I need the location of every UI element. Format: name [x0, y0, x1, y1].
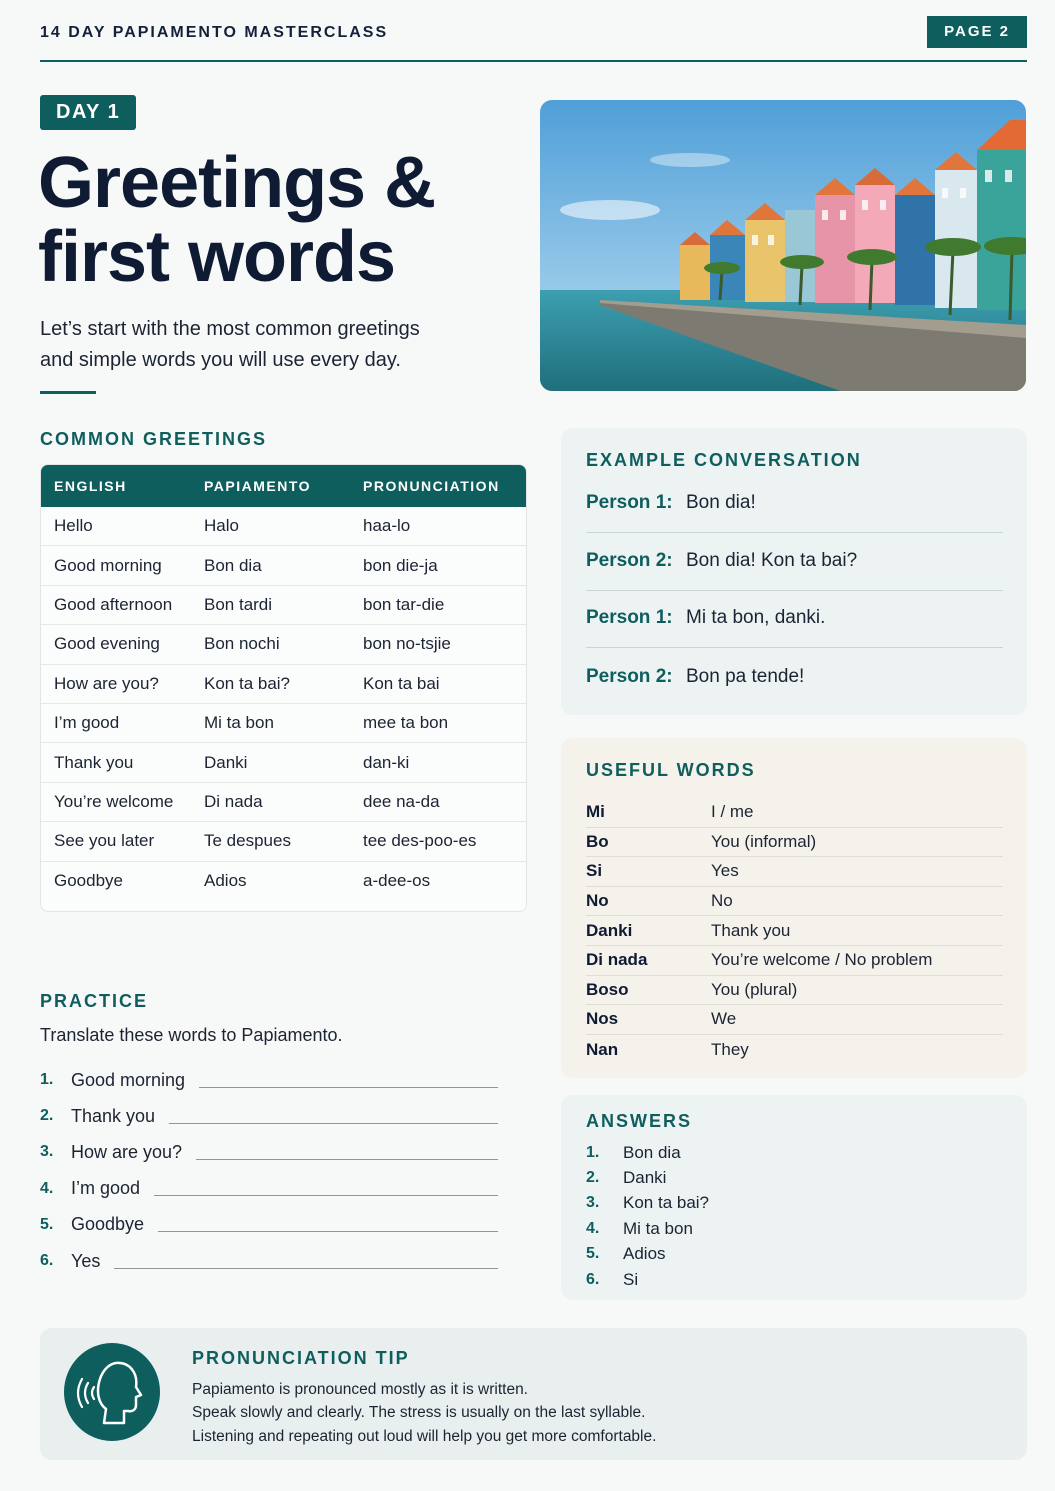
- answer-item: [586, 1140, 709, 1165]
- practice-word: Goodbye: [71, 1214, 145, 1235]
- intro-line-1: Let’s start with the most common greetings: [40, 318, 420, 340]
- english-meaning: They: [711, 1039, 749, 1059]
- conversation-text: Bon pa tende!: [686, 666, 805, 688]
- answer-line[interactable]: [154, 1195, 498, 1196]
- item-number: 1.: [40, 1071, 54, 1089]
- practice-word: Good morning: [71, 1069, 186, 1090]
- table-row: [41, 743, 526, 782]
- practice-item: [40, 1134, 498, 1170]
- papiamento-cell: Kon ta bai?: [204, 673, 291, 693]
- papiamento-cell: Bon nochi: [204, 634, 280, 654]
- intro-line-2: and simple words you will use every day.: [40, 349, 401, 371]
- english-cell: Good afternoon: [54, 594, 173, 614]
- papiamento-cell: Bon dia: [204, 555, 262, 575]
- pronunciation-cell: dee na-da: [363, 791, 440, 811]
- table-row: [586, 798, 1003, 828]
- speaker-label: Person 2:: [586, 666, 673, 688]
- pronunciation-cell: bon no-tsjie: [363, 634, 451, 654]
- example-conversation-heading: EXAMPLE CONVERSATION: [586, 450, 862, 470]
- conversation-line: [586, 532, 1003, 591]
- practice-item: [40, 1098, 498, 1134]
- practice-word: How are you?: [71, 1141, 183, 1162]
- answer-text: Mi ta bon: [623, 1218, 693, 1238]
- table-header: [41, 465, 526, 507]
- papiamento-cell: Mi ta bon: [204, 713, 274, 733]
- practice-item: [40, 1243, 498, 1279]
- item-number: 1.: [586, 1143, 600, 1161]
- column-header-english: ENGLISH: [54, 478, 127, 494]
- english-meaning: You (informal): [711, 831, 817, 851]
- practice-item: [40, 1207, 498, 1243]
- papiamento-word: Nan: [586, 1039, 619, 1059]
- answer-line[interactable]: [199, 1087, 498, 1088]
- answers-card: [561, 1095, 1027, 1300]
- table-row: [41, 507, 526, 546]
- table-row: [41, 625, 526, 664]
- papiamento-cell: Adios: [204, 871, 247, 891]
- pronunciation-cell: haa-lo: [363, 516, 411, 536]
- title-line-2: first words: [38, 217, 396, 297]
- conversation-line: [586, 648, 1003, 707]
- answer-text: Adios: [623, 1244, 666, 1264]
- page-header: [40, 18, 1027, 62]
- pronunciation-cell: bon die-ja: [363, 555, 438, 575]
- answers-heading: ANSWERS: [586, 1111, 693, 1131]
- table-row: [41, 783, 526, 822]
- english-cell: Hello: [54, 516, 93, 536]
- papiamento-word: Boso: [586, 979, 629, 999]
- tip-line: Speak slowly and clearly. The stress is usually on the last syllable.: [192, 1404, 646, 1422]
- speaker-label: Person 2:: [586, 549, 673, 571]
- papiamento-word: Mi: [586, 802, 605, 822]
- practice-list: [40, 1062, 498, 1279]
- table-row: [41, 665, 526, 704]
- practice-word: Yes: [71, 1250, 101, 1271]
- table-row: [41, 586, 526, 625]
- column-header-pronunciation: PRONUNCIATION: [363, 478, 500, 494]
- title-line-1: Greetings &: [38, 143, 436, 223]
- speaker-label: Person 1:: [586, 606, 673, 628]
- english-meaning: I / me: [711, 802, 754, 822]
- item-number: 5.: [586, 1245, 600, 1263]
- papiamento-cell: Te despues: [204, 831, 291, 851]
- course-title: 14 DAY PAPIAMENTO MASTERCLASS: [40, 24, 389, 41]
- answer-line[interactable]: [196, 1159, 498, 1160]
- answer-item: [586, 1216, 709, 1241]
- greetings-table: [40, 464, 527, 912]
- practice-instruction: Translate these words to Papiamento.: [40, 1025, 343, 1045]
- conversation-line: [586, 474, 1003, 533]
- conversation-text: Bon dia! Kon ta bai?: [686, 549, 858, 571]
- speaking-head-icon: [64, 1343, 160, 1441]
- english-cell: Good morning: [54, 555, 162, 575]
- english-meaning: No: [711, 891, 733, 911]
- column-header-papiamento: PAPIAMENTO: [204, 478, 312, 494]
- pronunciation-cell: a-dee-os: [363, 871, 431, 891]
- table-row: [586, 916, 1003, 946]
- speaker-label: Person 1:: [586, 491, 673, 513]
- table-row: [586, 1035, 1003, 1065]
- table-row: [41, 546, 526, 585]
- tip-line: Papiamento is pronounced mostly as it is written.: [192, 1381, 528, 1398]
- english-cell: You’re welcome: [54, 791, 174, 811]
- answer-line[interactable]: [158, 1231, 498, 1232]
- useful-words-card: [561, 738, 1027, 1078]
- papiamento-cell: Halo: [204, 516, 239, 536]
- english-meaning: You (plural): [711, 979, 798, 999]
- item-number: 4.: [40, 1179, 54, 1197]
- practice-word: Thank you: [71, 1105, 156, 1126]
- pronunciation-cell: mee ta bon: [363, 713, 449, 733]
- papiamento-word: Danki: [586, 920, 633, 940]
- tip-line: Listening and repeating out loud will help you get more comfortable.: [192, 1427, 657, 1445]
- papiamento-cell: Di nada: [204, 791, 263, 811]
- curacao-waterfront-photo: [540, 100, 1026, 391]
- practice-item: [40, 1062, 498, 1098]
- table-row: [586, 946, 1003, 976]
- table-row: [586, 828, 1003, 858]
- item-number: 3.: [586, 1194, 600, 1212]
- pronunciation-tip-text: [192, 1378, 656, 1448]
- pronunciation-cell: Kon ta bai: [363, 673, 440, 693]
- papiamento-word: Di nada: [586, 950, 648, 970]
- pronunciation-cell: bon tar-die: [363, 594, 445, 614]
- english-meaning: Thank you: [711, 920, 791, 940]
- pronunciation-tip-heading: PRONUNCIATION TIP: [192, 1348, 410, 1368]
- example-conversation-card: [561, 428, 1027, 715]
- item-number: 3.: [40, 1143, 54, 1161]
- useful-words-heading: USEFUL WORDS: [586, 760, 756, 780]
- answer-item: [586, 1165, 709, 1190]
- english-cell: I’m good: [54, 713, 120, 733]
- english-cell: Goodbye: [54, 871, 123, 891]
- item-number: 6.: [40, 1252, 54, 1270]
- pronunciation-tip-card: [40, 1328, 1027, 1460]
- accent-divider: [40, 391, 96, 394]
- page-title: [38, 143, 518, 297]
- english-cell: How are you?: [54, 673, 159, 693]
- table-row: [41, 704, 526, 743]
- pronunciation-cell: dan-ki: [363, 752, 410, 772]
- answer-line[interactable]: [114, 1268, 498, 1269]
- papiamento-word: Si: [586, 861, 603, 881]
- practice-word: I’m good: [71, 1178, 141, 1199]
- answer-text: Kon ta bai?: [623, 1193, 710, 1213]
- item-number: 5.: [40, 1215, 54, 1233]
- table-row: [41, 862, 526, 901]
- intro-text: [40, 314, 490, 376]
- papiamento-word: Nos: [586, 1009, 619, 1029]
- english-cell: Good evening: [54, 634, 160, 654]
- common-greetings-heading: COMMON GREETINGS: [40, 429, 268, 449]
- papiamento-word: No: [586, 891, 609, 911]
- practice-item: [40, 1171, 498, 1207]
- item-number: 2.: [586, 1169, 600, 1187]
- english-cell: See you later: [54, 831, 155, 851]
- conversation-text: Bon dia!: [686, 491, 756, 513]
- practice-heading: PRACTICE: [40, 991, 149, 1011]
- answers-list: [586, 1140, 709, 1292]
- conversation-text: Mi ta bon, danki.: [686, 606, 826, 628]
- english-meaning: You’re welcome / No problem: [711, 950, 933, 970]
- page-number-badge: PAGE 2: [927, 16, 1027, 48]
- pronunciation-cell: tee des-poo-es: [363, 831, 477, 851]
- table-row: [41, 822, 526, 861]
- useful-words-table: [586, 798, 1003, 1064]
- table-row: [586, 887, 1003, 917]
- conversation-line: [586, 589, 1003, 648]
- item-number: 4.: [586, 1219, 600, 1237]
- table-row: [586, 1005, 1003, 1035]
- answer-item: [586, 1191, 709, 1216]
- answer-text: Si: [623, 1269, 639, 1289]
- table-row: [586, 857, 1003, 887]
- table-row: [586, 976, 1003, 1006]
- item-number: 2.: [40, 1107, 54, 1125]
- answer-text: Danki: [623, 1168, 667, 1188]
- papiamento-cell: Danki: [204, 752, 248, 772]
- english-meaning: We: [711, 1009, 737, 1029]
- answer-item: [586, 1267, 709, 1292]
- papiamento-cell: Bon tardi: [204, 594, 273, 614]
- item-number: 6.: [586, 1270, 600, 1288]
- english-cell: Thank you: [54, 752, 134, 772]
- papiamento-word: Bo: [586, 831, 609, 851]
- answer-line[interactable]: [169, 1123, 498, 1124]
- answer-text: Bon dia: [623, 1142, 681, 1162]
- english-meaning: Yes: [711, 861, 739, 881]
- day-badge: DAY 1: [40, 95, 136, 130]
- answer-item: [586, 1242, 709, 1267]
